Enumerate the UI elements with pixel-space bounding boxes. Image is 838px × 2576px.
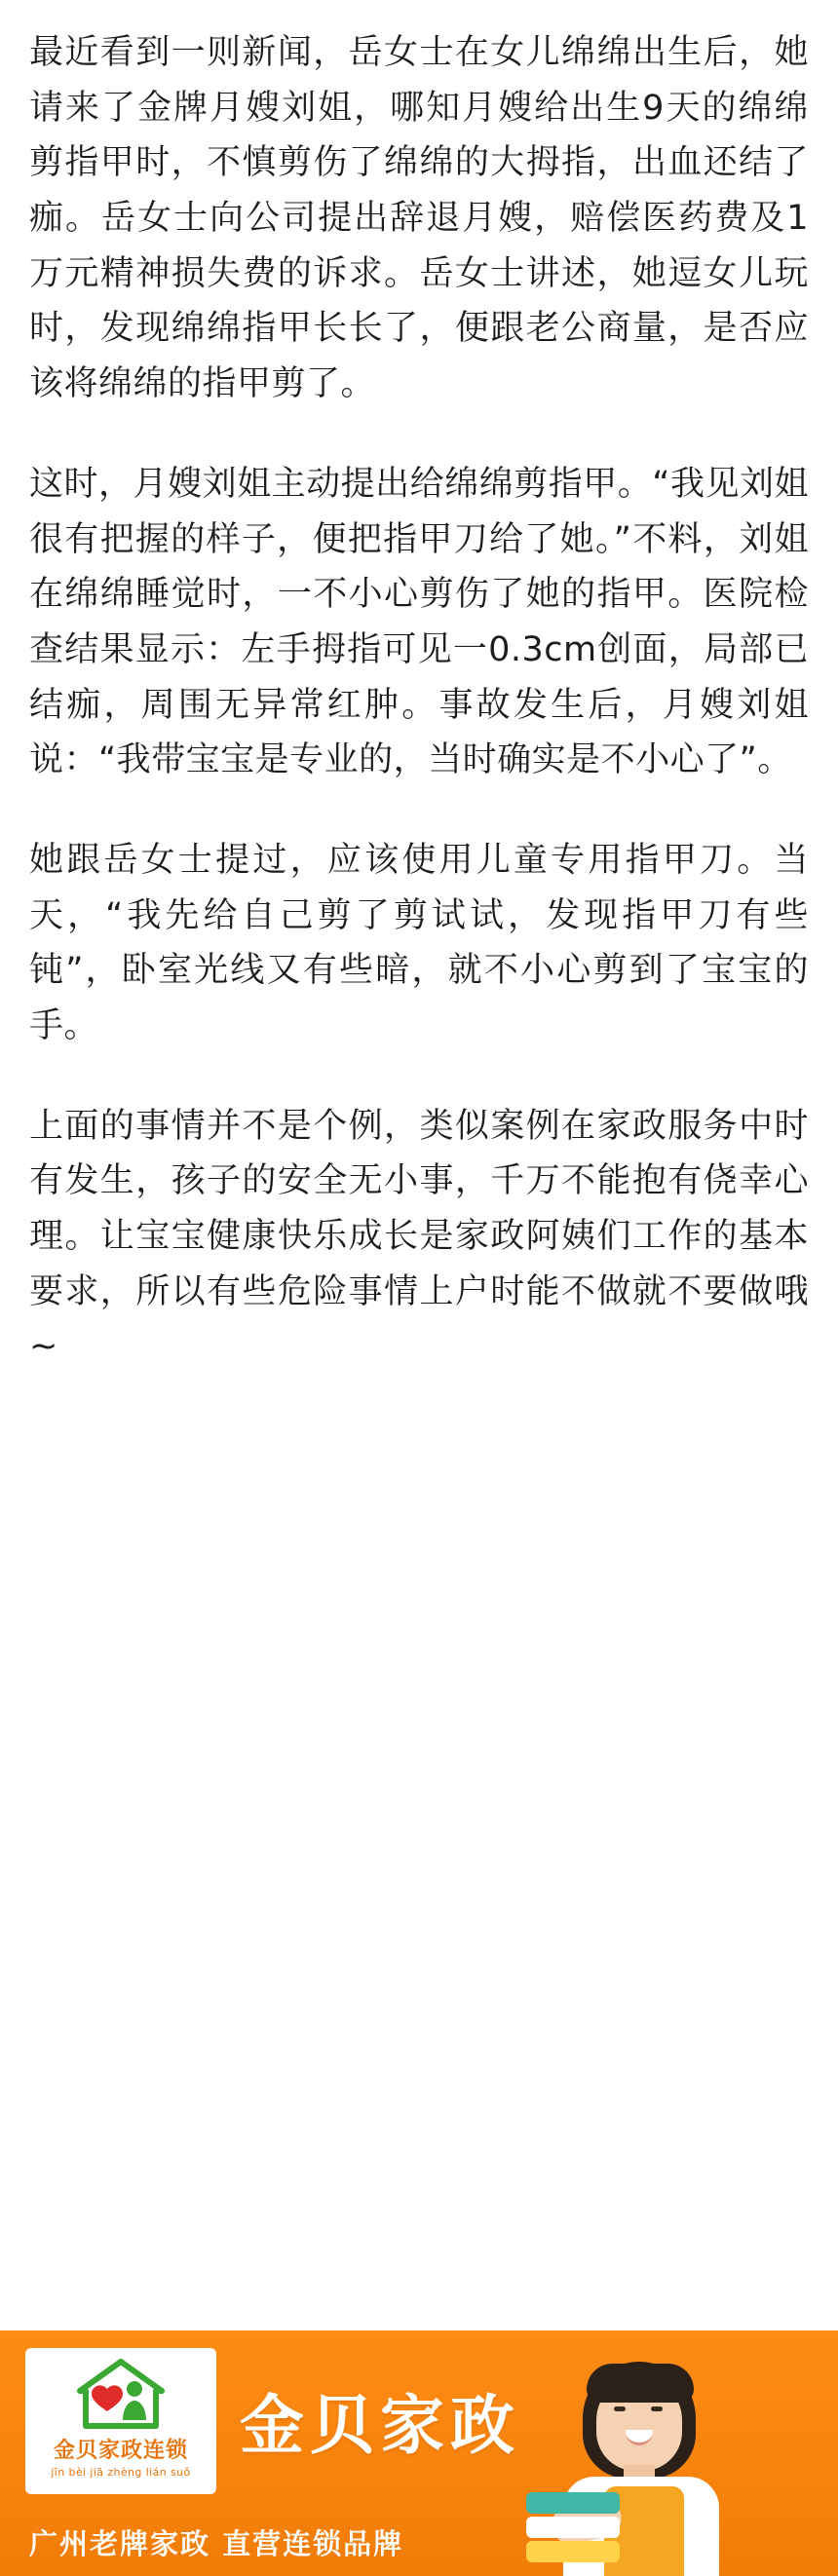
logo-chinese-name: 金贝家政连锁 bbox=[53, 2439, 188, 2463]
eye-right bbox=[651, 2406, 663, 2411]
house-family-icon bbox=[74, 2356, 168, 2432]
article-paragraph: 上面的事情并不是个例，类似案例在家政服务中时有发生，孩子的安全无小事，千万不能抱有侥幸心理。让宝宝健康快乐成长是家政阿姨们工作的基本要求，所以有些危险事情上户时能不做就不要做哦~ bbox=[29, 1106, 809, 1367]
towel-white bbox=[526, 2517, 620, 2538]
article-paragraph: 她跟岳女士提过，应该使用儿童专用指甲刀。当天，“我先给自己剪了剪试试，发现指甲刀有些钝”，卧室光线又有些暗，就不小心剪到了宝宝的手。 bbox=[29, 840, 809, 1045]
fringe-shape bbox=[587, 2364, 694, 2403]
article-paragraph: 最近看到一则新闻，岳女士在女儿绵绵出生后，她请来了金牌月嫂刘姐，哪知月嫂给出生9天的绵绵剪指甲时，不慎剪伤了绵绵的大拇指，出血还结了痂。岳女士向公司提出辞退月嫂，赔偿医药费及1万元精神损失费的诉求。岳女士讲述，她逗女儿玩时，发现绵绵指甲长长了，便跟老公商量，是否应该将绵绵的指甲剪了。 bbox=[29, 33, 809, 404]
brand-logo-card bbox=[25, 2348, 216, 2494]
towels-icon bbox=[526, 2492, 620, 2564]
towel-yellow bbox=[526, 2541, 620, 2562]
article-paragraph: 这时，月嫂刘姐主动提出给绵绵剪指甲。“我见刘姐很有把握的样子，便把指甲刀给了她。”不料，刘姐在绵绵睡觉时，一不小心剪伤了她的指甲。医院检查结果显示：左手拇指可见一0.3cm创面，局部已结痂，周围无异常红肿。事故发生后，月嫂刘姐说：“我带宝宝是专业的，当时确实是不小心了”。 bbox=[29, 464, 809, 780]
housekeeper-illustration bbox=[522, 2356, 776, 2576]
footer-banner bbox=[0, 2330, 838, 2576]
brand-name: 金贝家政 bbox=[240, 2388, 520, 2463]
eye-left bbox=[614, 2406, 626, 2411]
towel-teal bbox=[526, 2492, 620, 2514]
brand-tagline: 广州老牌家政 直营连锁品牌 bbox=[29, 2527, 404, 2560]
logo-pinyin: jīn bèi jiā zhèng lián suǒ bbox=[51, 2466, 191, 2479]
